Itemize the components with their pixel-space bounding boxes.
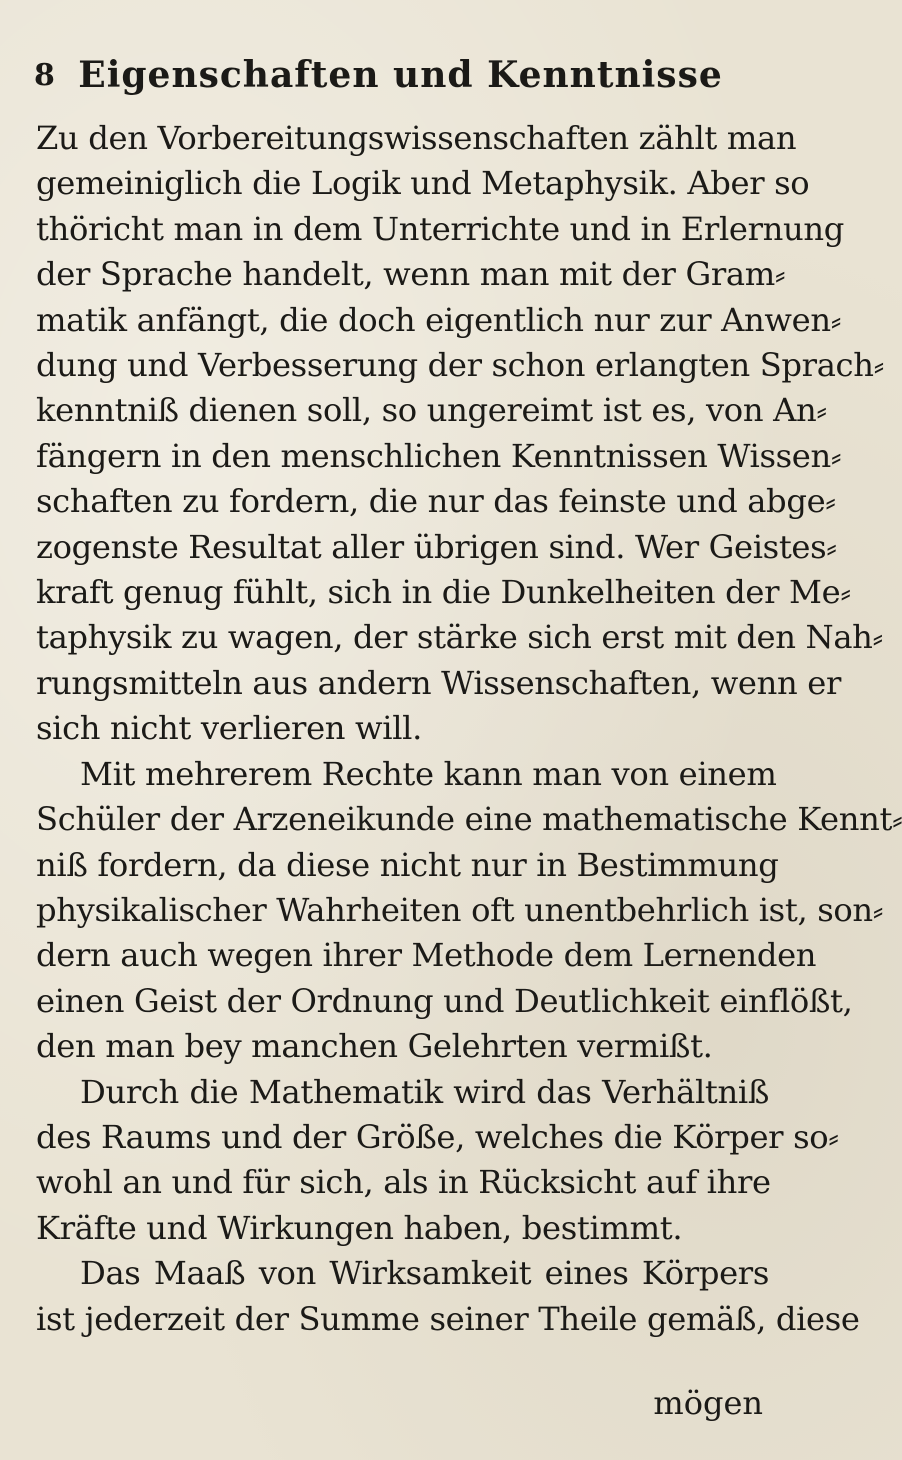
text-line: fängern in den menschlichen Kenntnissen Wissen⸗ xyxy=(36,436,842,475)
text-line: Schüler der Arzeneikunde eine mathematische Kennt⸗ xyxy=(36,800,902,839)
text-line: der Sprache handelt, wenn man mit der Gram⸗ xyxy=(36,255,786,294)
text-line: sich nicht verlieren will. xyxy=(36,709,422,748)
text-line: rungsmitteln aus andern Wissenschaften, wenn er xyxy=(36,663,842,702)
text-line: zogenste Resultat aller übrigen sind. Wer Geistes⸗ xyxy=(36,527,837,566)
text-line: des Raums und der Größe, welches die Körper so⸗ xyxy=(36,1117,839,1156)
text-line: thöricht man in dem Unterrichte und in Erlernung xyxy=(36,209,845,248)
text-line: gemeiniglich die Logik und Metaphysik. Aber so xyxy=(36,164,810,203)
text-line: schaften zu fordern, die nur das feinste und abge⸗ xyxy=(36,482,836,521)
text-line: kraft genug fühlt, sich in die Dunkelheiten der Me⸗ xyxy=(36,573,851,612)
body-text xyxy=(36,116,902,1342)
page-number: 8 xyxy=(34,58,55,93)
text-line: dung und Verbesserung der schon erlangten Sprach⸗ xyxy=(36,346,884,385)
paragraph-start-line: Durch die Mathematik wird das Verhältniß xyxy=(80,1072,769,1111)
paragraph-start-line: Mit mehrerem Rechte kann man von einem xyxy=(80,754,777,793)
running-title: Eigenschaften und Kenntnisse xyxy=(78,54,723,96)
running-head xyxy=(34,54,767,100)
text-line: Zu den Vorbereitungswissenschaften zählt man xyxy=(36,119,797,157)
text-line: ist jederzeit der Summe seiner Theile gemäß, diese xyxy=(36,1299,860,1338)
text-line: wohl an und für sich, als in Rücksicht auf ihre xyxy=(36,1163,771,1202)
text-line: physikalischer Wahrheiten oft unentbehrlich ist, son⸗ xyxy=(36,890,884,929)
text-line: taphysik zu wagen, der stärke sich erst mit den Nah⸗ xyxy=(36,618,883,657)
text-line: den man bey manchen Gelehrten vermißt. xyxy=(36,1027,713,1066)
text-line: Kräfte und Wirkungen haben, bestimmt. xyxy=(36,1208,683,1247)
text-line: niß fordern, da diese nicht nur in Bestimmung xyxy=(36,845,779,884)
text-line: dern auch wegen ihrer Methode dem Lernenden xyxy=(36,936,817,975)
text-line: einen Geist der Ordnung und Deutlichkeit einflößt, xyxy=(36,981,853,1020)
paragraph-start-line: Das Maaß von Wirksamkeit eines Körpers xyxy=(80,1254,769,1293)
text-line: kenntniß dienen soll, so ungereimt ist es, von An⸗ xyxy=(36,391,827,430)
catchword: mögen xyxy=(653,1384,763,1422)
text-line: matik anfängt, die doch eigentlich nur zur Anwen⸗ xyxy=(36,300,842,339)
